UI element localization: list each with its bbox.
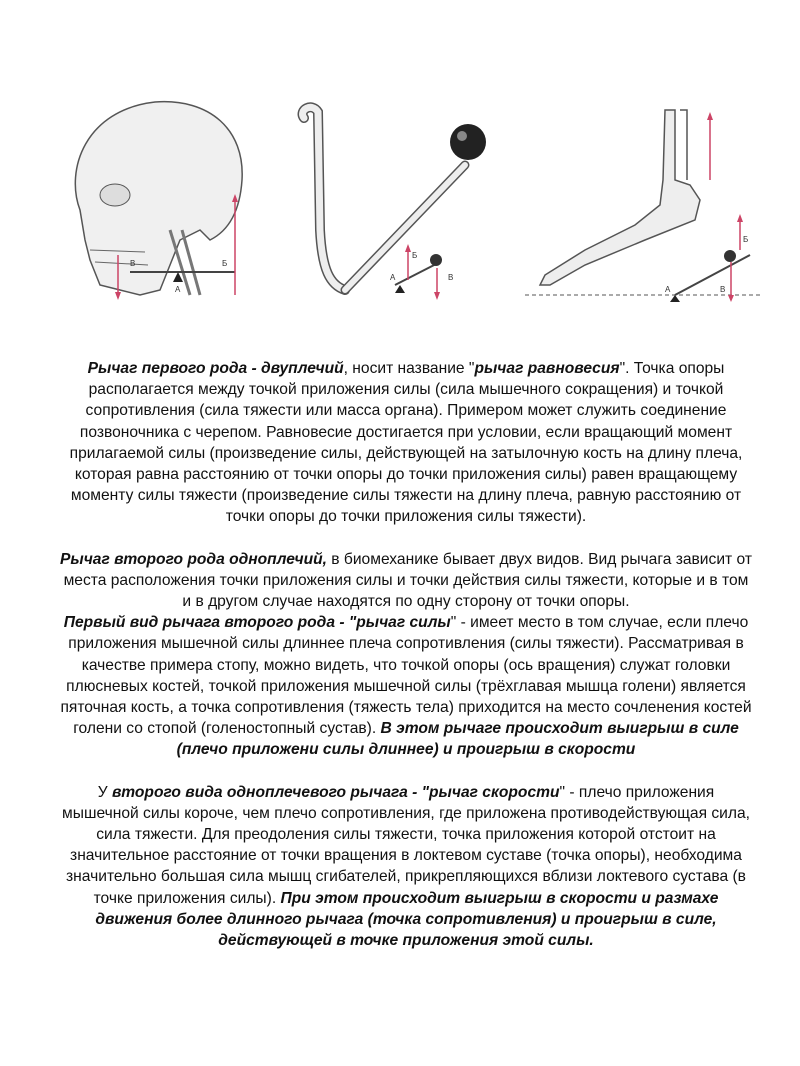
label-a: А — [390, 273, 396, 282]
paragraph-force-lever: Первый вид рычага второго рода - "рычаг силы" - имеет место в том случае, если плечо приложения мышечной силы длиннее плеча сопротивления (силы тяжести). Рассматривая в качестве примера стопу, можно видеть, что точкой опоры (ось вращения) служат головки плюсневых костей, точкой приложения мышечной силы (трёхглавая мышца голени) является пяточная кость, а точка сопротивления (тяжесть тела) приходится на место сочленения костей голени со стопой (голеностопный сустав). В этом рычаге происходит выигрыш в силе (плечо приложени силы длиннее) и проигрыш в скорости — [60, 614, 752, 759]
arm-lever-illustration — [290, 90, 500, 310]
document-body — [60, 358, 752, 951]
label-v: В — [130, 259, 136, 268]
skull-lever-illustration — [60, 90, 250, 310]
label-v: В — [448, 273, 454, 282]
label-b: Б — [412, 251, 418, 260]
paragraph-speed-lever: У второго вида одноплечевого рычага - "рычаг скорости" - плечо приложения мышечной силы короче, чем плечо сопротивления, где приложена противодействующая сила, сила тяжести. Для преодоления силы тяжести, точка приложения которой отстоит на значительное расстояние от точки вращения в локтевом суставе (точка опоры), необходима значительно большая сила мышц сгибателей, прикрепляющихся вблизи локтевого сустава (в точке приложения силы). При этом происходит выигрыш в скорости и размахе движения более длинного рычага (точка сопротивления) и проигрыш в силе, действующей в точке приложения этой силы. — [62, 783, 750, 950]
paragraph-first-class-lever: Рычаг первого рода - двуплечий, носит название "рычаг равновесия". Точка опоры располагается между точкой приложения силы (сила мышечного сокращения) и точкой сопротивления (сила тяжести или масса органа). Примером может служить соединение позвоночника с черепом. Равновесие достигается при условии, если вращающий момент прилагаемой силы (произведение силы, действующей на затылочную кость на длину плеча, которая равна расстоянию от точки опоры до точки приложения силы) равен вращающему моменту силы тяжести (произведение силы тяжести на длину плеча, равную расстоянию от точки опоры до точки приложения силы тяжести). — [69, 360, 743, 526]
illustrations — [60, 90, 760, 330]
label-a: А — [175, 285, 181, 294]
foot-lever-illustration — [525, 90, 760, 310]
label-v: В — [720, 285, 726, 294]
label-b: Б — [222, 259, 228, 268]
label-b: Б — [743, 235, 749, 244]
paragraph-second-class-lever: Рычаг второго рода одноплечий, в биомеханике бывает двух видов. Вид рычага зависит от места расположения точки приложения силы и точки действия силы тяжести, которые и в том и в другом случае находятся по одну сторону от точки опоры. — [60, 550, 752, 611]
label-a: А — [665, 285, 671, 294]
